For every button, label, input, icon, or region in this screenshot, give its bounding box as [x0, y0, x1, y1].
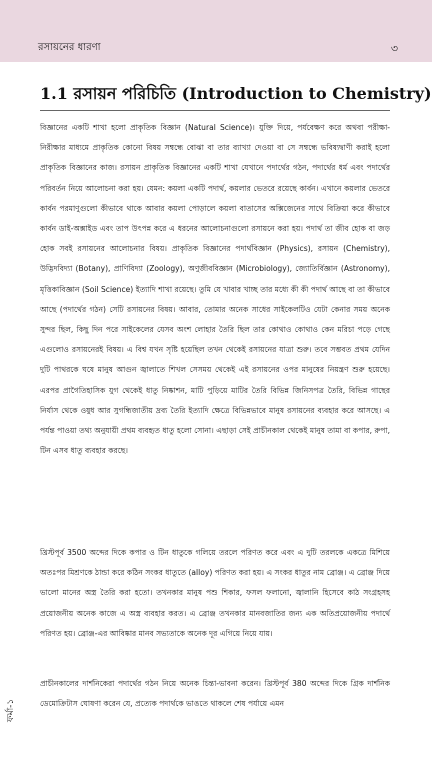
- paragraph-intro: বিজ্ঞানের একটি শাখা হলো প্রাকৃতিক বিজ্ঞান (Natural Science)। যুক্তি দিয়ে, পর্যবেক্ষণ করে অথবা পরীক্ষা-নিরীক্ষার মাধ্যমে প্রাকৃতিক কোনো বিষয় সম্বন্ধে বোঝা বা তার ব্যাখ্যা দেওয়া বা সে সম্বন্ধে ভবিষ্যদ্বাণী করাই হলো প্রাকৃতিক বিজ্ঞানের কাজ। রসায়ন প্রাকৃতিক বিজ্ঞানের একটি শাখা যেখানে পদার্থের গঠন, পদার্থের ধর্ম এবং পদার্থের পরিবর্তন নিয়ে আলোচনা করা হয়। যেমন: কয়লা একটি পদার্থ, কয়লার ভেতরে রয়েছে কার্বন। এখানে কয়লার ভেতরে কার্বন পরমাণুগুলো কীভাবে থাকে আবার কয়লা পোড়ালে কয়লা বাতাসের অক্সিজেনের সাথে বিক্রিয়া করে কীভাবে কার্বন ডাই-অক্সাইড এবং তাপ উৎপন্ন করে এ ধরনের আলোচনাগুলো রসায়নে করা হয়। পদার্থ তা জীব হোক বা জড় হোক সবই রসায়নের আলোচনার বিষয়। প্রাকৃতিক বিজ্ঞানের পদার্থবিজ্ঞান (Physics), রসায়ন (Chemistry), উদ্ভিদবিদ্যা (Botany), প্রাণিবিদ্যা (Zoology), অণুজীববিজ্ঞান (Microbiology), জ্যোতির্বিজ্ঞান (Astronomy), মৃত্তিকাবিজ্ঞান (Soil Science) ইত্যাদি শাখা রয়েছে। তুমি যে খাবার খাচ্ছ তার মধ্যে কী কী পদার্থ আছে বা তা কীভাবে আছে (পদার্থের গঠন) সেটি রসায়নের বিষয়। আবার, তোমার অনেক সাধের সাইকেলটিও যেটা কেনার সময় অনেক সুন্দর ছিল, কিছু দিন পরে সাইকেলের যেসব অংশ লোহার তৈরি ছিল তার কোথাও কোথাও কেন মরিচা পড়ে গেছে এগুলোও রসায়নেরই বিষয়। এ বিশ্ব যখন সৃষ্টি হয়েছিল তখন থেকেই রসায়নের যাত্রা শুরু। তবে সম্ভবত প্রথম যেদিন দুটি পাথরকে ঘষে মানুষ আগুন জ্বালাতে শিখল সেসময় থেকেই এই রসায়নের ওপর মানুষের নিয়ন্ত্রণ শুরু হয়েছে। এরপর প্রাগৈতিহাসিক যুগ থেকেই ধাতু নিষ্কাশন, মাটি পুড়িয়ে মাটির তৈরি বিভিন্ন জিনিসপত্র তৈরি, বিভিন্ন গাছের নির্যাস থেকে ওষুধ আর সুগন্ধিজাতীয় দ্রব্য তৈরি ইত্যাদি ক্ষেত্রে বিভিন্নভাবে মানুষ রসায়নের ব্যবহার করে আসছে। এ পর্যন্ত পাওয়া তথ্য অনুযায়ী প্রথম ব্যবহৃত ধাতু হলো সোনা। এছাড়া সেই প্রাচীনকাল থেকেই মানুষ তামা বা কপার, রুপা, টিন এসব ধাতু ব্যবহার করছে।: [40, 123, 390, 456]
- paragraph-democritus: প্রাচীনকালের দার্শনিকেরা পদার্থের গঠন নিয়ে অনেক চিন্তা-ভাবনা করেন। খ্রিস্টপূর্ব 380 অব্দের দিকে গ্রিক দার্শনিক ডেমোক্রিটাস ঘোষণা করেন যে, প্রত্যেক পদার্থকে ভাঙতে থাকলে শেষ পর্যায়ে এমন: [40, 679, 390, 709]
- section-title: 1.1 রসায়ন পরিচিতি (Introduction to Chemistry): [40, 84, 432, 103]
- title-underline: [40, 110, 390, 111]
- paragraph-bronze: খ্রিস্টপূর্ব 3500 অব্দের দিকে কপার ও টিন ধাতুকে গলিয়ে তরলে পরিণত করে এবং এ দুটি তরলকে একত্রে মিশিয়ে অতঃপর মিশ্রণকে ঠান্ডা করে কঠিন সংকর ধাতুতে (alloy) পরিণত করা হয়। এ সংকর ধাতুর নাম ব্রোঞ্জ। এ ব্রোঞ্জ দিয়ে ভালো মানের অস্ত্র তৈরি করা হতো। তখনকার মানুষ পশু শিকার, ফসল ফলানো, জ্বালানি হিসেবে কাঠ সংগ্রহসহ প্রয়োজনীয় অনেক কাজে এ অস্ত্র ব্যবহার করত। এ ব্রোঞ্জ তখনকার মানবজাতির জন্য এক অতিপ্রয়োজনীয় পদার্থে পরিণত হয়। ব্রোঞ্জ-এর আবিষ্কার মানব সভ্যতাকে অনেক দূর এগিয়ে নিয়ে যায়।: [40, 548, 390, 638]
- page-number: ৩: [390, 42, 398, 55]
- running-title: রসায়নের ধারণা: [38, 42, 101, 53]
- side-page-code: ফর্মা-১: [6, 698, 16, 722]
